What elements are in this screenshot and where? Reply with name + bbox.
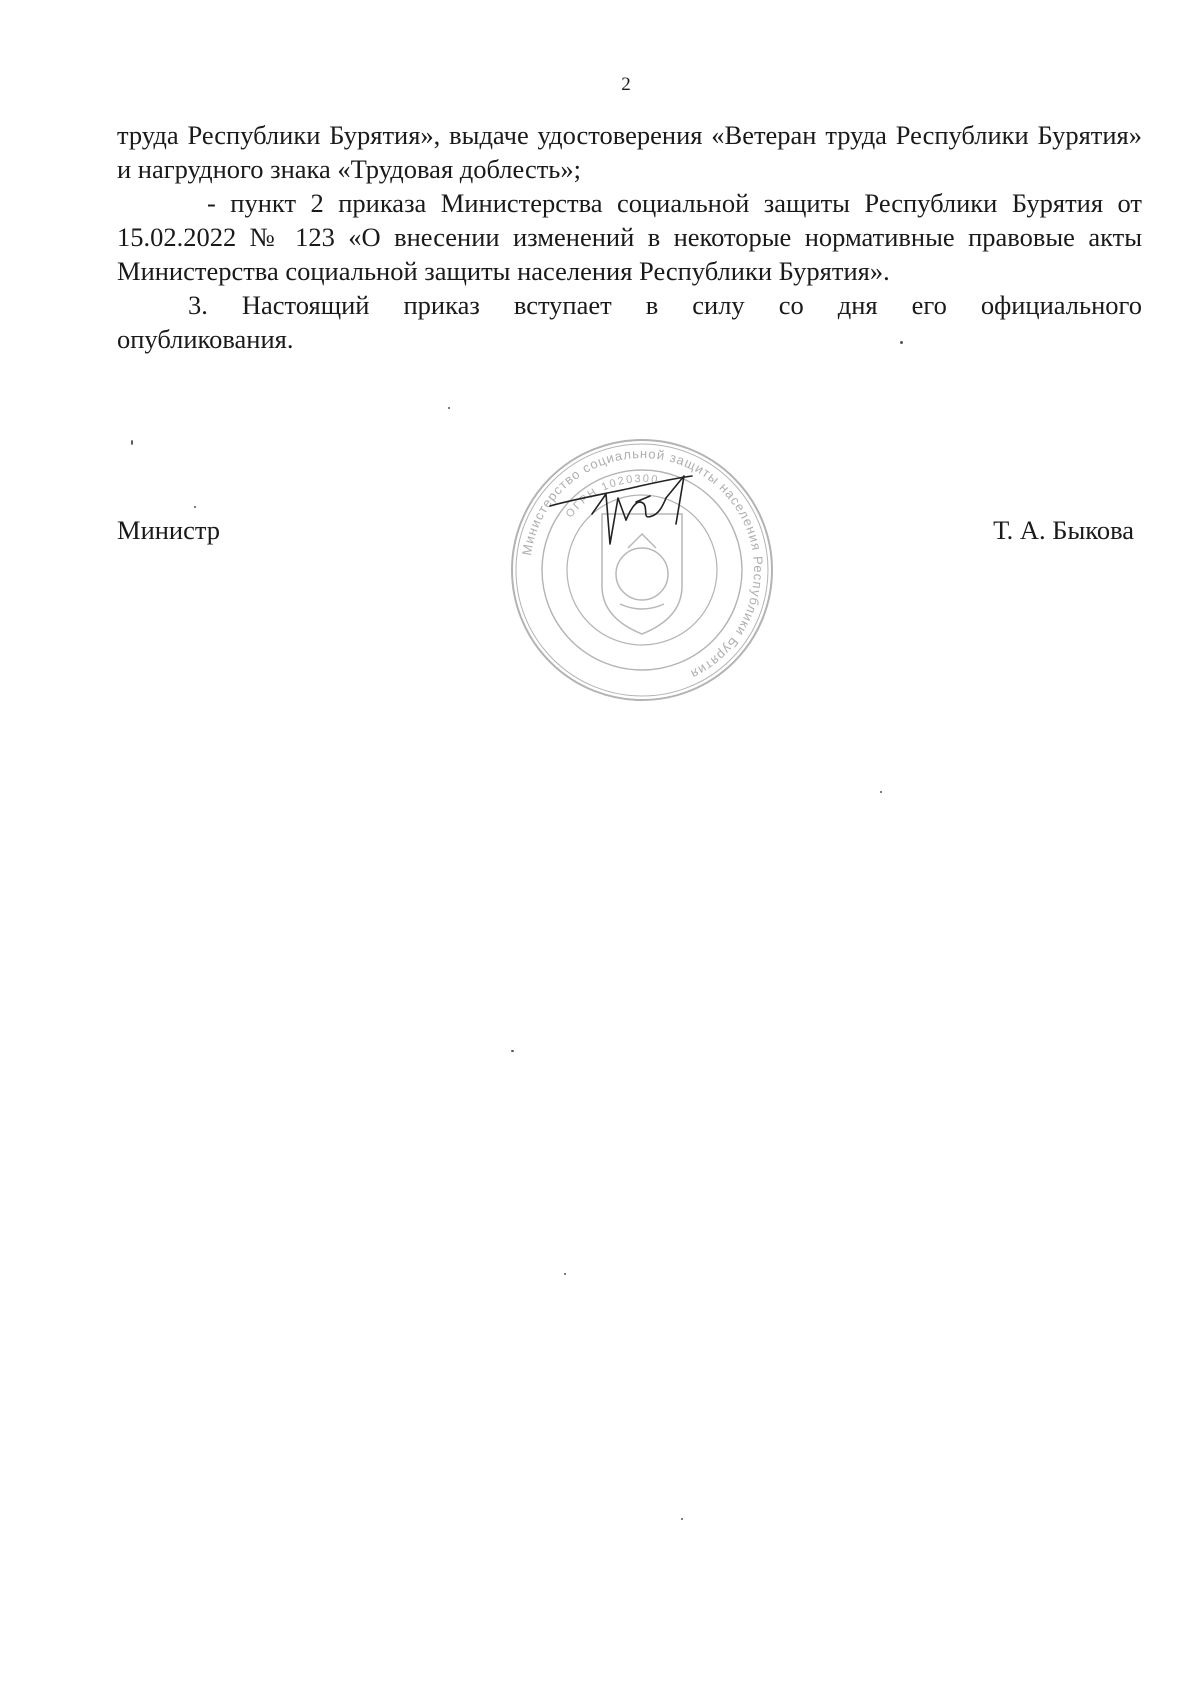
- seal-emblem: [602, 514, 682, 634]
- signature-title: Министр: [117, 515, 221, 545]
- paragraph-clause-3: 3. Настоящий приказ вступает в силу со дня его официального опубликования.: [117, 290, 1142, 354]
- scan-speck: [131, 440, 133, 445]
- paragraph-list-item: - пункт 2 приказа Министерства социальной защиты Республики Бурятия от 15.02.2022 № 123 «О внесении изменений в некоторые нормативные правовые акты Министерства социальной защиты населения Республики Бурятия».: [117, 188, 1142, 286]
- scan-speck: [448, 407, 450, 409]
- scan-speck: [194, 506, 196, 508]
- scan-speck: [880, 791, 882, 793]
- seal-inner-text-path: ОГРН 1020300: [563, 472, 661, 521]
- scan-speck: [564, 1273, 566, 1275]
- paragraph-continuation: труда Республики Бурятия», выдаче удостоверения «Ветеран труда Республики Бурятия» и нагрудного знака «Трудовая доблесть»;: [117, 120, 1142, 184]
- scan-speck: [511, 1050, 514, 1052]
- scan-speck: [900, 341, 903, 344]
- official-seal: [508, 436, 776, 704]
- page-number: 2: [621, 74, 631, 95]
- signature-name: Т. А. Быкова: [993, 515, 1134, 545]
- scan-speck: [681, 1518, 683, 1520]
- seal-outer-text-path: Министерство социальной защиты населения Республики Бурятия: [518, 445, 767, 683]
- document-body: [117, 118, 1142, 356]
